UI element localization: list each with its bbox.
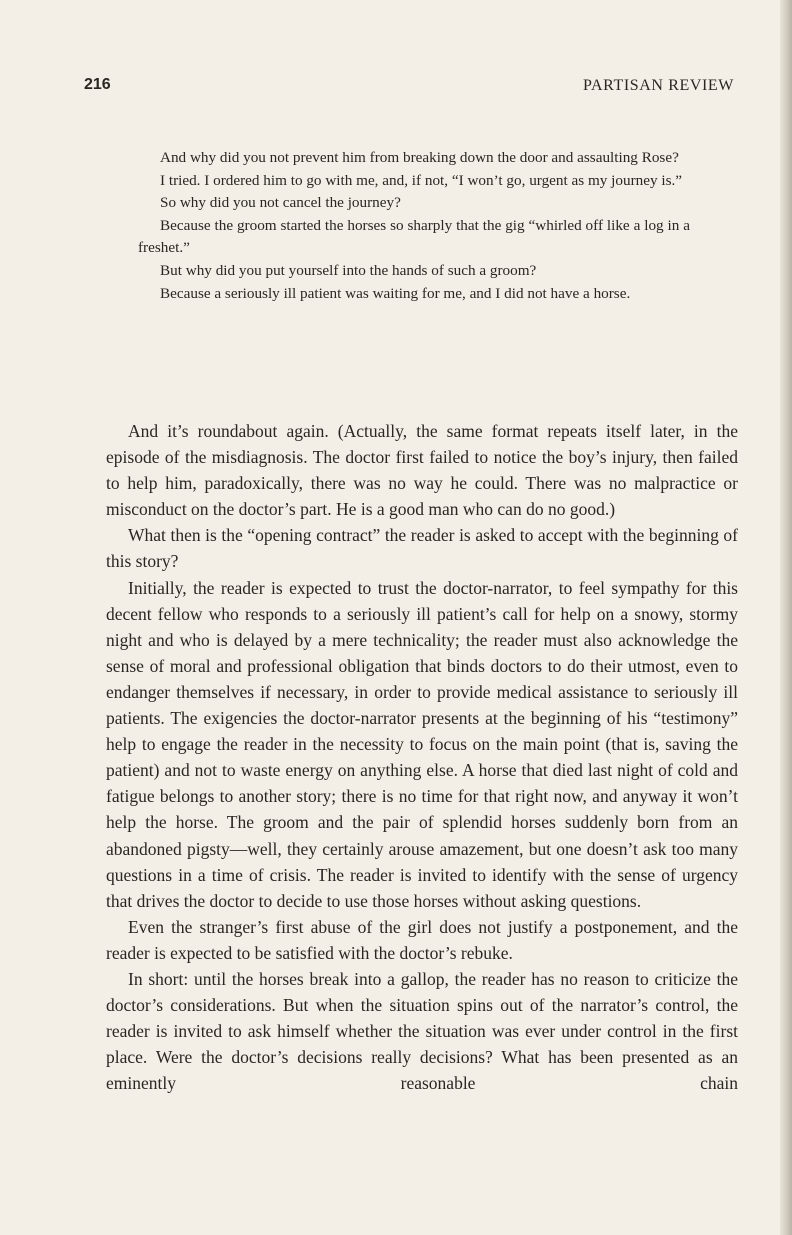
page-edge-shadow — [780, 0, 792, 1235]
page-number: 216 — [84, 76, 111, 93]
extract-line: And why did you not prevent him from breaking down the door and assaulting Rose? — [160, 149, 679, 166]
extract-line: Because a seriously ill patient was waiting for me, and I did not have a horse. — [160, 284, 631, 302]
page-header — [84, 76, 734, 100]
body-paragraph: Even the stranger’s first abuse of the girl does not justify a postponement, and the reader is expected to be satisfied with the doctor’s rebuke. — [106, 916, 738, 963]
extract-line: So why did you not cancel the journey? — [160, 194, 401, 212]
extract-line: But why did you put yourself into the hands of such a groom? — [160, 261, 537, 279]
body-paragraph: And it’s roundabout again. (Actually, the same format repeats itself later, in the episode of the misdiagnosis. The doctor first failed to notice the boy’s injury, then failed to help him, paradoxically, there was no way he could. There was no malpractice or misconduct on the doctor’s part. He is a good man who can do no good.) — [106, 421, 738, 520]
body-text — [106, 418, 738, 1096]
extract-line: Because the groom started the horses so sharply that the gig “whirled off like a log in a freshet.” — [138, 216, 690, 257]
extract-line: I tried. I ordered him to go with me, and, if not, “I won’t go, urgent as my journey is.” — [160, 171, 683, 189]
running-head: PARTISAN REVIEW — [582, 77, 734, 94]
body-paragraph: What then is the “opening contract” the reader is asked to accept with the beginning of this story? — [106, 525, 738, 572]
body-paragraph: Initially, the reader is expected to trust the doctor-narrator, to feel sympathy for this decent fellow who responds to a seriously ill patient’s call for help on a snowy, stormy night and who is delayed by a mere technicality; the reader must also acknowledge the sense of moral and professional obligation that binds doctors to do their utmost, even to endanger themselves if necessary, in order to provide medical assistance to seriously ill patients. The exigencies the doctor-narrator presents at the beginning of his “testimony” help to engage the reader in the necessity to focus on the main point (that is, saving the patient) and not to waste energy on anything else. A horse that died last night of cold and fatigue belongs to another story; there is no time for that right now, and anyway it won’t help the horse. The groom and the pair of splendid horses suddenly born from an abandoned pigsty—well, they certainly arouse amazement, but one doesn’t ask too many questions in a time of crisis. The reader is invited to identify with the sense of urgency that drives the doctor to decide to use those horses without asking questions. — [106, 577, 738, 911]
dialogue-extract — [138, 147, 690, 305]
body-paragraph: In short: until the horses break into a gallop, the reader has no reason to criticize the doctor’s considerations. But when the situation spins out of the narrator’s control, the reader is invited to ask himself whether the situation was ever under control in the first place. Were the doctor’s decisions really decisions? What has been presented as an eminently reasonable chain — [106, 968, 738, 1094]
